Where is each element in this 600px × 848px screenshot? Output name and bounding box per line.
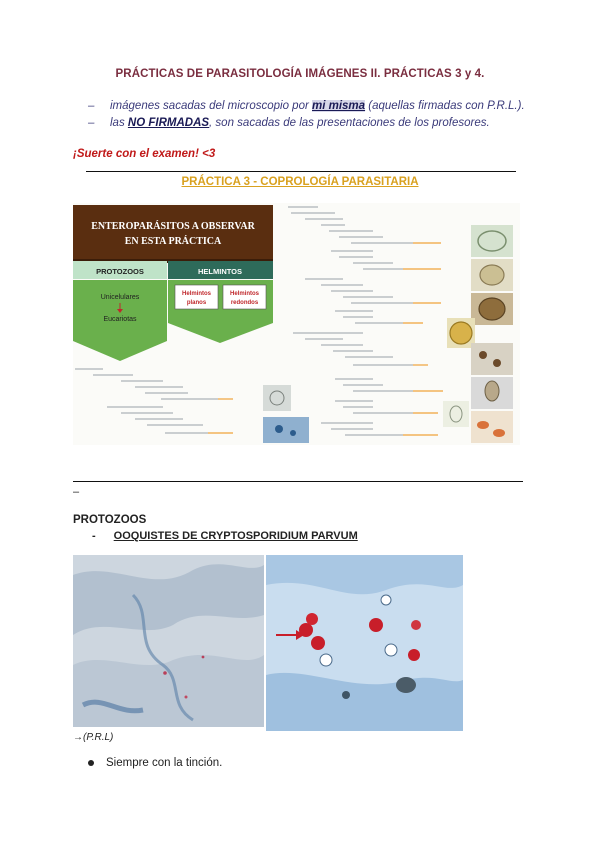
banner-line-1: ENTEROPARÁSITOS A OBSERVAR — [91, 221, 255, 232]
debris — [342, 691, 350, 699]
egg-shape — [480, 265, 504, 285]
micrograph-left-svg — [73, 555, 264, 727]
oocyst — [408, 649, 420, 661]
page-title: PRÁCTICAS DE PARASITOLOGÍA IMÁGENES II. PRÁCTICAS 3 y 4. — [115, 68, 485, 80]
oocyst — [306, 613, 318, 625]
sub-item — [92, 530, 358, 542]
protozoa-thumb — [263, 385, 291, 411]
egg-shape — [485, 381, 499, 401]
good-luck-text: ¡Suerte con el examen! <3 — [73, 148, 216, 160]
micrograph-right — [266, 555, 463, 731]
bullet-item — [88, 757, 222, 769]
taxonomy-tree-right — [288, 207, 413, 435]
protozoos-heading: PROTOZOOS — [73, 514, 147, 526]
section-title: PRÁCTICA 3 - COPROLOGÍA PARASITARIA — [181, 176, 419, 188]
yeast-cell — [381, 595, 391, 605]
egg-shape — [477, 421, 489, 429]
note-text-post: (aquellas firmadas con P.R.L.). — [365, 100, 525, 112]
egg-shape — [479, 351, 487, 359]
oocyst — [411, 620, 421, 630]
note-text-post: , son sacadas de las presentaciones de los profesores. — [209, 117, 490, 129]
protozoos-label: PROTOZOOS — [96, 267, 144, 276]
oocyst-dot — [163, 671, 167, 675]
protozoa-shape — [290, 430, 296, 436]
note-dash: – — [88, 100, 95, 112]
taxonomy-tree-left — [75, 369, 218, 433]
divider — [86, 171, 516, 172]
micrograph-left — [73, 555, 264, 727]
note-emphasis: NO FIRMADAS — [127, 117, 210, 129]
note-emphasis: mi misma — [312, 100, 366, 112]
egg-shape — [479, 298, 505, 320]
egg-thumb — [471, 343, 513, 375]
sub-item-dash: - — [92, 530, 96, 542]
image-caption: →(P.R.L) — [73, 732, 114, 743]
helmintos-label: HELMINTOS — [197, 267, 243, 276]
micrograph-right-svg — [266, 555, 463, 731]
planos-line-2: planos — [186, 300, 207, 306]
orange-arrows — [403, 243, 443, 435]
sub-item-text: OOQUISTES DE CRYPTOSPORIDIUM PARVUM — [113, 530, 358, 542]
note-item — [88, 100, 558, 117]
note-text-pre: las — [110, 117, 128, 129]
egg-thumb — [471, 411, 513, 443]
egg-shape — [493, 429, 505, 437]
bullet-text: Siempre con la tinción. — [106, 757, 223, 769]
notes-list — [88, 100, 558, 134]
protozoa-thumb — [263, 417, 309, 443]
note-item — [88, 117, 558, 134]
oocyst-dot — [202, 656, 205, 659]
stain-blob — [73, 655, 264, 727]
egg-thumb — [443, 401, 469, 427]
note-dash: – — [88, 117, 95, 129]
egg-shape — [493, 359, 501, 367]
yeast-cell — [385, 644, 397, 656]
redondos-line-2: redondos — [230, 300, 259, 306]
orange-arrows-left — [208, 399, 233, 433]
oocyst — [369, 618, 383, 632]
eucariotas-text: Eucariotas — [103, 316, 137, 323]
figure-svg — [73, 203, 520, 445]
note-text-pre: imágenes sacadas del microscopio por — [110, 100, 312, 112]
oocyst — [311, 636, 325, 650]
oocyst-dot — [185, 696, 188, 699]
bullet-dot — [88, 760, 94, 766]
egg-shape — [450, 322, 472, 344]
divider — [73, 481, 523, 482]
stray-dash: – — [73, 486, 80, 498]
planos-line-1: Helmintos — [181, 291, 212, 297]
redondos-line-1: Helmintos — [229, 291, 260, 297]
banner-box — [73, 205, 273, 259]
protozoa-shape — [275, 425, 283, 433]
unicelulares-text: Unicelulares — [100, 294, 140, 301]
enteroparasites-figure — [73, 203, 520, 445]
yeast-cell — [320, 654, 332, 666]
debris — [396, 677, 416, 693]
banner-line-2: EN ESTA PRÁCTICA — [124, 236, 222, 247]
